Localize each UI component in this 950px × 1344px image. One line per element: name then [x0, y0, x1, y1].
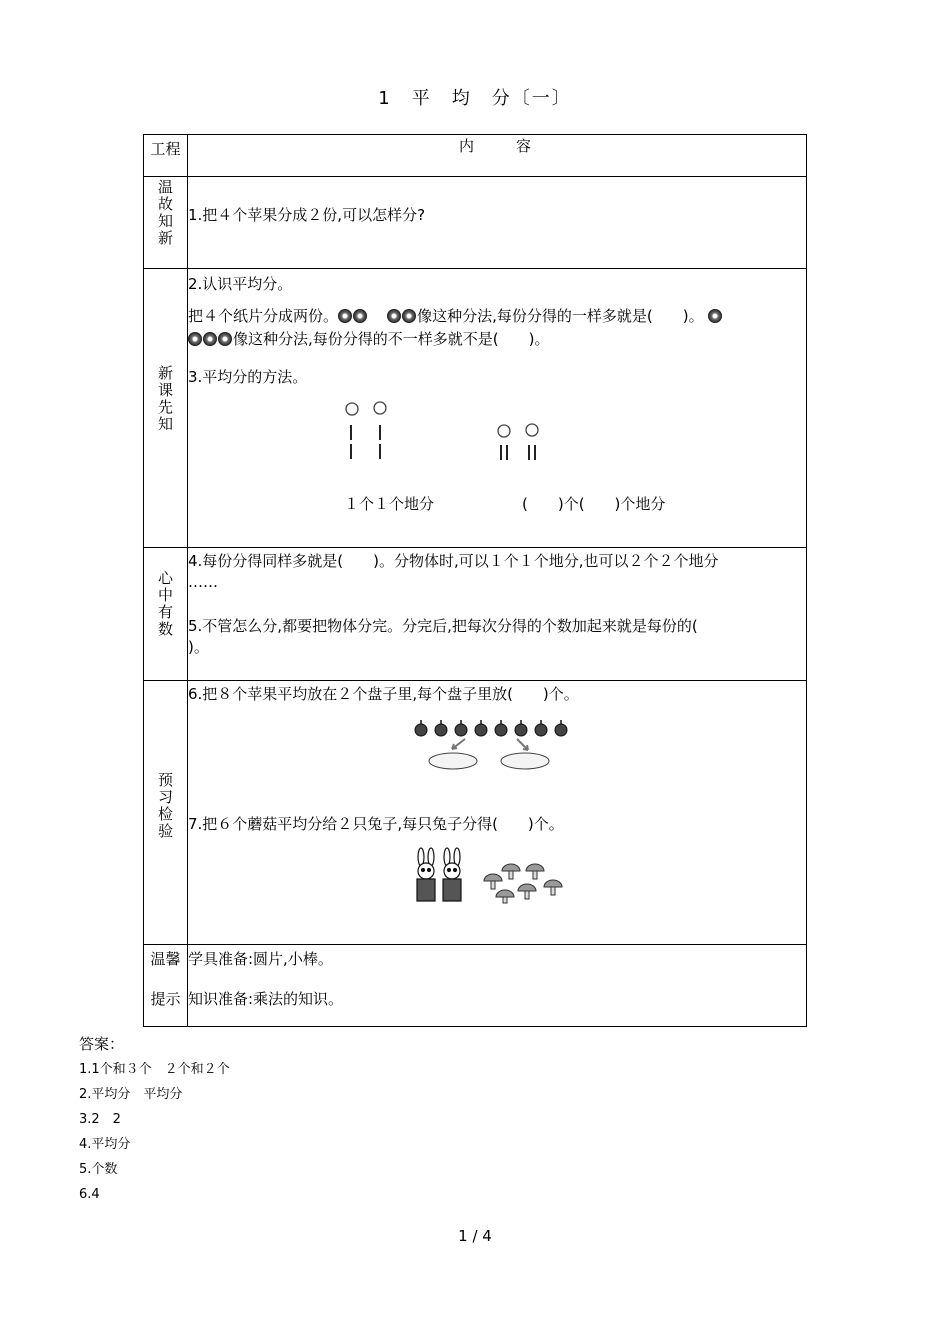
- row-label-tips: 温馨 提示: [150, 950, 181, 1008]
- disc-icon: [346, 403, 358, 415]
- mushroom-icon: [518, 884, 536, 891]
- answers-heading: 答案：: [79, 1035, 125, 1053]
- disc-icon: [374, 402, 386, 414]
- question-4-line-2: ……: [188, 573, 218, 591]
- sticks-diagram: [338, 400, 738, 462]
- apples-plates-illustration: [410, 715, 580, 775]
- apple-icon: [495, 724, 507, 736]
- paper-disc-icon: [188, 332, 202, 346]
- row-label-new-lesson: 新 课 先 知: [157, 364, 173, 433]
- disc-icon: [526, 424, 538, 436]
- table-row: [144, 945, 807, 1027]
- question-5-line-1: 5.不管怎么分,都要把物体分完。分完后,把每次分得的个数加起来就是每份的(: [188, 617, 698, 635]
- question-2-title: 2.认识平均分。: [188, 275, 293, 293]
- header-project: 工程: [150, 140, 181, 158]
- mushroom-icon: [496, 890, 514, 897]
- table-row: [144, 548, 807, 681]
- mushroom-icon: [526, 864, 544, 871]
- tip-knowledge: 知识准备:乘法的知识。: [188, 990, 344, 1008]
- rabbits-mushrooms-illustration: [414, 847, 574, 907]
- worksheet-table: [143, 134, 807, 1027]
- question-5-line-2: )。: [188, 638, 209, 656]
- apple-icon: [455, 724, 467, 736]
- page-title: 1 平 均 分〔一〕: [378, 88, 572, 109]
- question-7: 7.把６个蘑菇平均分给２只兔子,每只兔子分得( )个。: [188, 815, 564, 833]
- question-6: 6.把８个苹果平均放在２个盘子里,每个盘子里放( )个。: [188, 685, 579, 703]
- answer-item: 3.2 2: [79, 1112, 121, 1127]
- apple-icon: [515, 724, 527, 736]
- paper-disc-icon: [338, 309, 352, 323]
- table-row: [144, 681, 807, 945]
- question-4-line-1: 4.每份分得同样多就是( )。分物体时,可以１个１个地分,也可以２个２个地分: [188, 552, 719, 570]
- apple-icon: [435, 724, 447, 736]
- paper-disc-icon: [218, 332, 232, 346]
- plate-icon: [501, 753, 549, 769]
- row-label-review: 温 故 知 新: [157, 178, 173, 247]
- apple-icon: [415, 724, 427, 736]
- answer-item: 2.平均分 平均分: [79, 1087, 183, 1102]
- rabbit-icon: [417, 848, 435, 901]
- answer-item: 1.1个和３个 ２个和２个: [79, 1062, 230, 1077]
- answer-item: 6.4: [79, 1187, 100, 1202]
- paper-disc-icon: [387, 309, 401, 323]
- plate-icon: [429, 753, 477, 769]
- tip-supplies: 学具准备:圆片,小棒。: [188, 950, 333, 968]
- question-2-line-2: 像这种分法,每份分得的不一样多就不是( )。: [188, 329, 806, 350]
- mushroom-icon: [544, 880, 562, 887]
- row-label-preview-check: 预 习 检 验: [157, 770, 173, 840]
- caption-one-by-one: １个１个地分: [344, 495, 435, 513]
- question-1: 1.把４个苹果分成２份,可以怎样分?: [188, 206, 426, 224]
- caption-blank-groups: ( )个( )个地分: [522, 495, 666, 513]
- table-row: [144, 269, 807, 548]
- table-header-row: [144, 135, 807, 177]
- mushroom-icon: [502, 864, 520, 871]
- paper-disc-icon: [203, 332, 217, 346]
- header-content: 内 容: [188, 135, 807, 177]
- answer-item: 5.个数: [79, 1162, 118, 1177]
- row-label-knowing: 心 中 有 数: [157, 569, 173, 638]
- answer-item: 4.平均分: [79, 1137, 131, 1152]
- apple-icon: [535, 724, 547, 736]
- apple-icon: [555, 724, 567, 736]
- table-row: [144, 177, 807, 269]
- disc-icon: [498, 425, 510, 437]
- paper-disc-icon: [402, 309, 416, 323]
- question-2-line-1: 把４个纸片分成两份。 像这种分法,每份分得的一样多就是( )。: [188, 306, 806, 327]
- apple-icon: [475, 724, 487, 736]
- paper-disc-icon: [353, 309, 367, 323]
- page-number: 1 / 4: [458, 1227, 492, 1245]
- answers-section: [79, 1032, 230, 1207]
- rabbit-icon: [443, 848, 461, 901]
- mushroom-icon: [484, 874, 502, 881]
- question-3-title: 3.平均分的方法。: [188, 368, 308, 386]
- paper-disc-icon: [708, 309, 722, 323]
- arrow-icon: [517, 739, 528, 750]
